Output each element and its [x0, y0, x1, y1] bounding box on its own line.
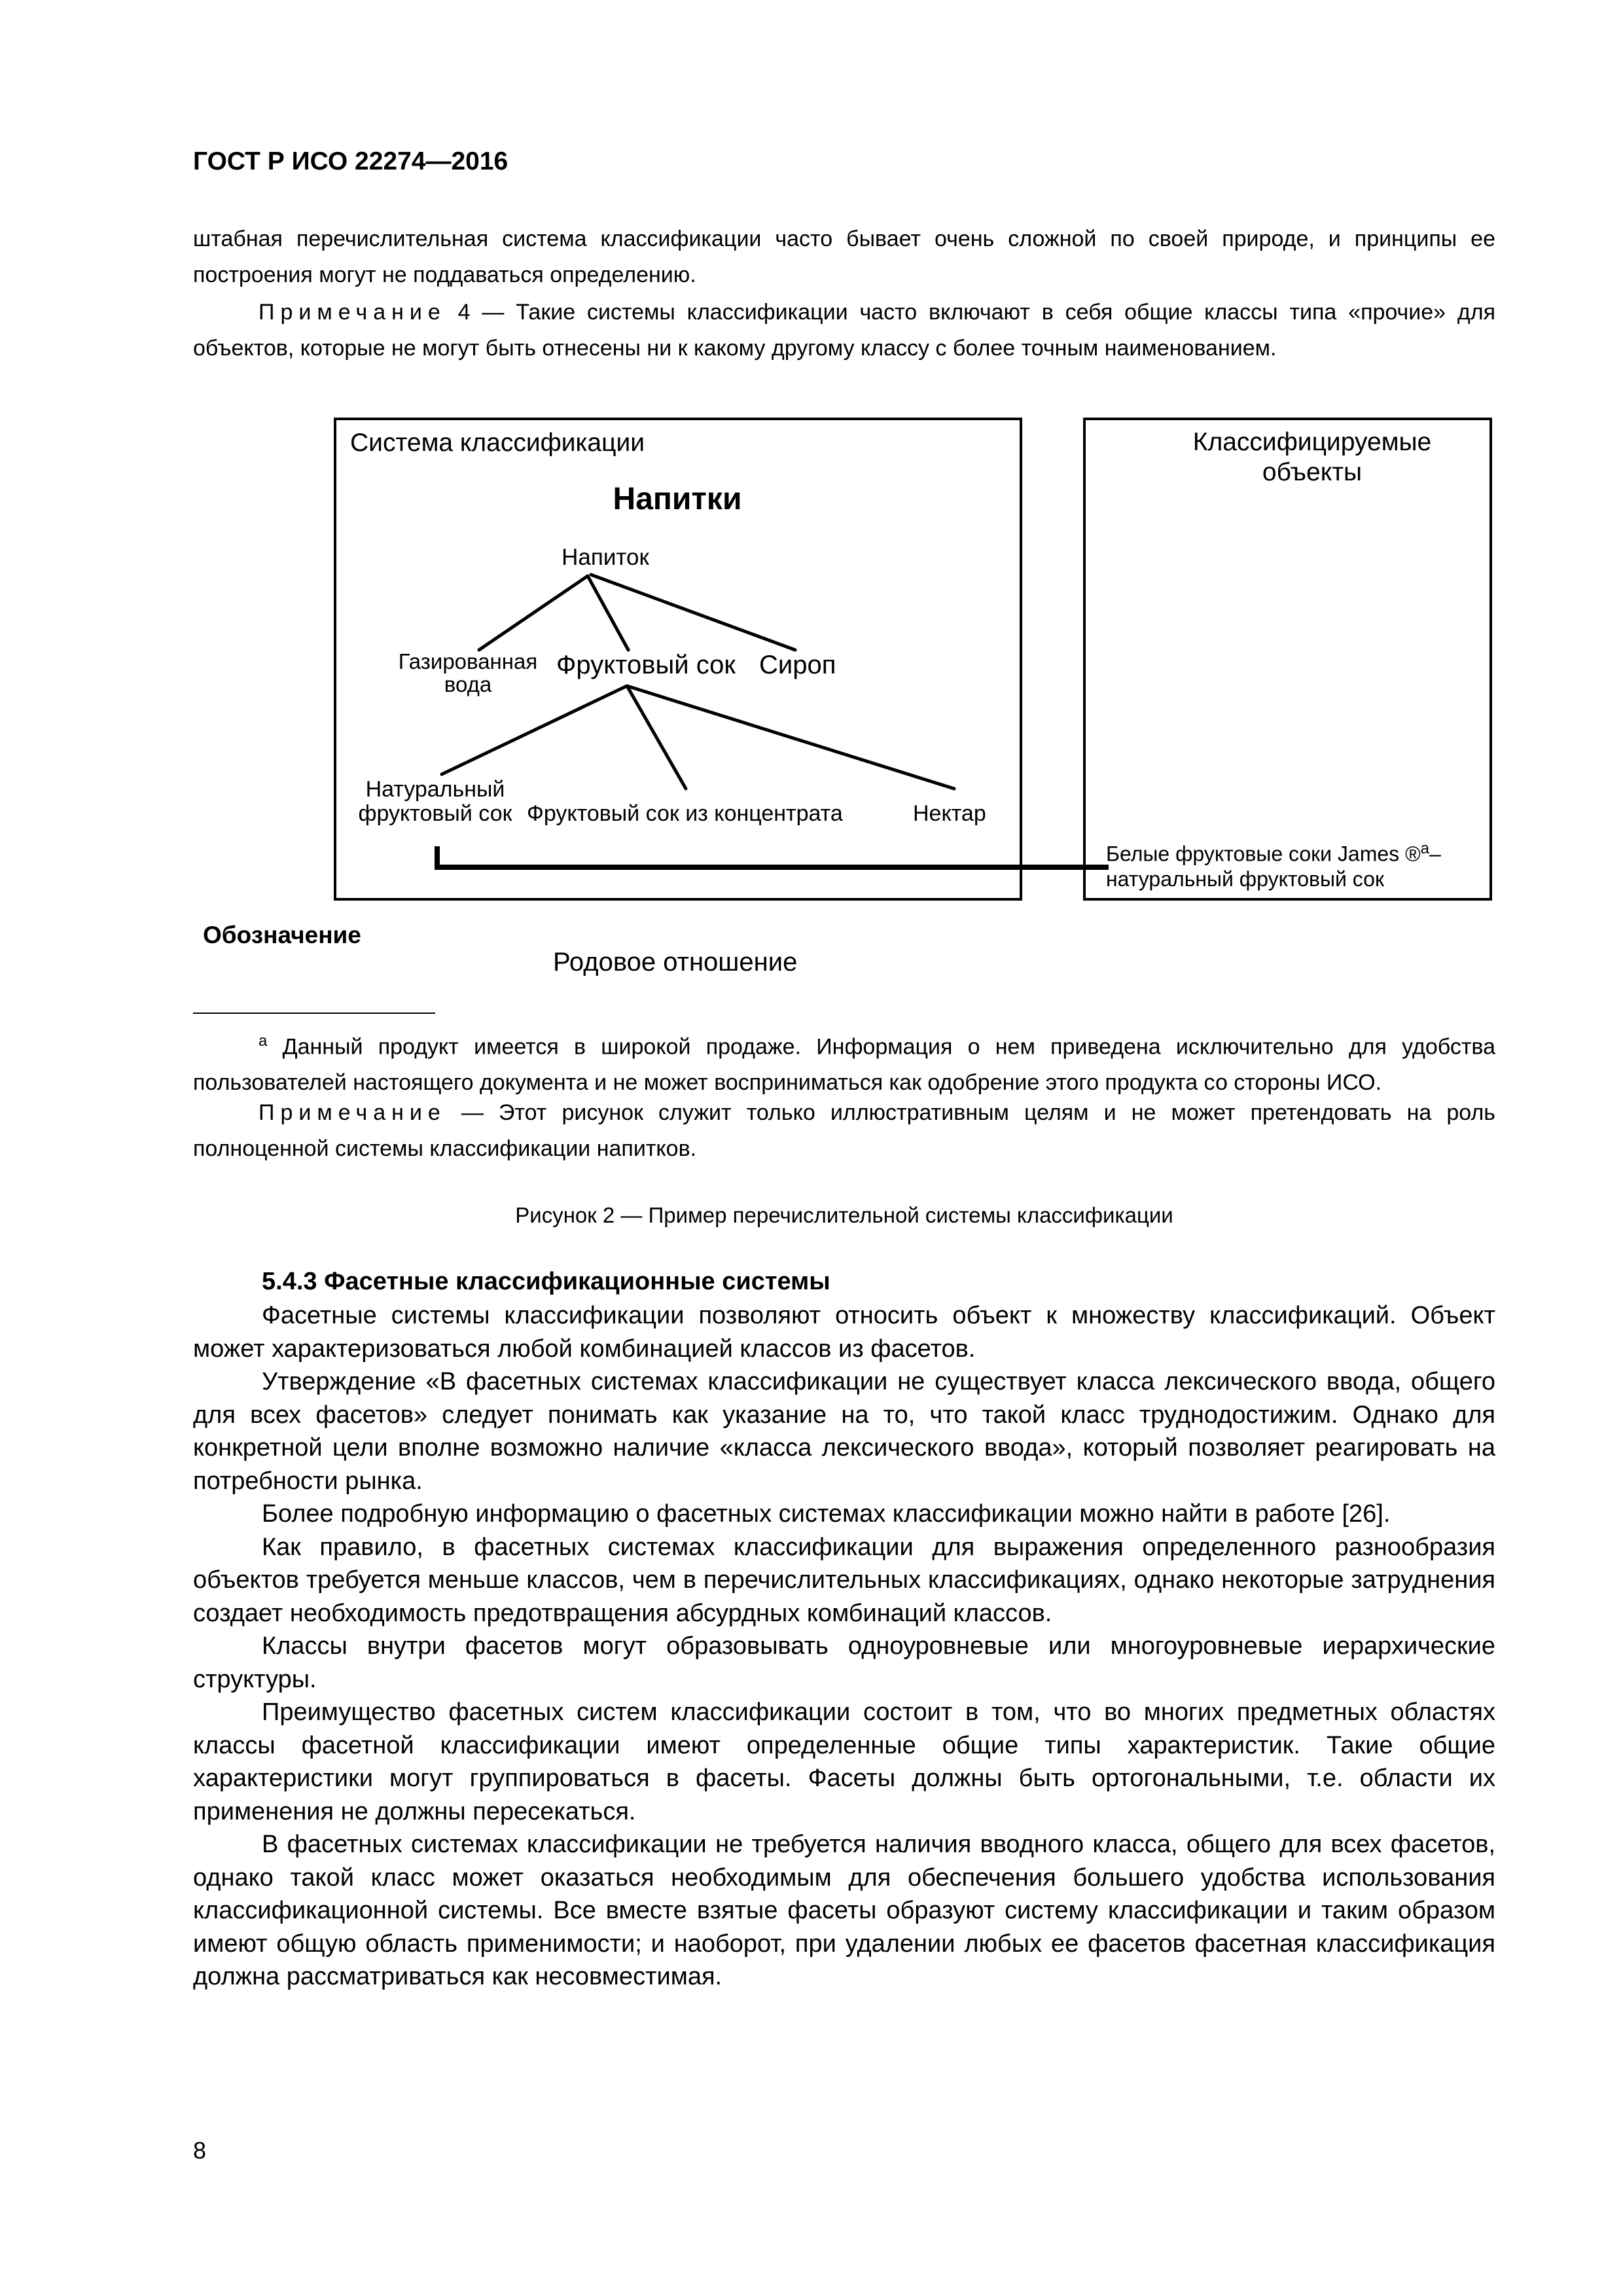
figure-note [193, 1095, 1495, 1167]
intro-paragraph: штабная перечислительная система классификации часто бывает очень сложной по своей природе, и принципы ее построения могут не поддаваться определению. [193, 226, 1495, 287]
legend-title: Обозначение [203, 922, 361, 948]
object-james-juice: Белые фруктовые соки James ®$^а$– натуральный фруктовый сок [1106, 840, 1441, 891]
figure-note-text: — Этот рисунок служит только иллюстративным целям и не может претендовать на роль полноценной системы классификации напитков. [193, 1100, 1495, 1161]
beverages-title: Напитки [613, 482, 742, 516]
node-beverage: Напиток [562, 545, 649, 570]
section-paragraph: Более подробную информацию о фасетных системах классификации можно найти в работе [26]. [262, 1500, 1391, 1528]
classified-objects-title: Классифицируемые объекты [1192, 428, 1432, 486]
section-paragraph: В фасетных системах классификации не требуется наличия вводного класса, общего для всех фасетов, однако такой класс может оказаться необходимым для обеспечения большего удобства использования классификационной системы. Все вместе взятые фасеты образуют систему классификации и таким образом имеют общую область применимости; и наоборот, при удалении любых ее фасетов фасетная классификация должна рассматриваться как несовместимая. [193, 1831, 1495, 1990]
classification-system-title: Система классификации [350, 429, 645, 457]
legend-generic-relation: Родовое отношение [553, 948, 798, 977]
note-4-label: Примечание [259, 300, 446, 325]
document-header: ГОСТ Р ИСО 22274—2016 [193, 147, 508, 175]
note-4-text: 4 — Такие системы классификации часто включают в себя общие классы типа «прочие» для объектов, которые не могут быть отнесены ни к какому другому классу с более точным наименованием. [193, 300, 1495, 361]
edge-juice-natural [442, 686, 627, 774]
edge-root-carbonated [479, 576, 588, 650]
section-paragraph: Как правило, в фасетных системах классификации для выражения определенного разнообразия объектов требуется меньше классов, чем в перечислительных классификациях, однако некоторые затруднения создает необходимость предотвращения абсурдных комбинаций классов. [193, 1533, 1495, 1627]
section-title: 5.4.3 Фасетные классификационные системы [262, 1268, 830, 1295]
generic-relation-line [437, 849, 1106, 867]
footnote-divider [193, 1013, 435, 1014]
node-carbonated-water: Газированная вода [398, 649, 538, 696]
section-paragraph: Утверждение «В фасетных системах классификации не существует класса лексического ввода, общего для всех фасетов» следует понимать как указание на то, что такой класс труднодостижим. Однако для конкретной цели вполне возможно наличие «класса лексического ввода», который позволяет реагировать на потребности рынка. [193, 1368, 1495, 1495]
node-concentrate-juice: Фруктовый сок из концентрата [527, 801, 843, 826]
node-syrup: Сироп [759, 651, 836, 679]
node-nectar: Нектар [913, 801, 986, 826]
section-body [193, 1299, 1495, 1994]
figure-note-label: Примечание [259, 1100, 446, 1125]
figure-caption: Рисунок 2 — Пример перечислительной системы классификации [515, 1203, 1173, 1227]
node-fruit-juice: Фруктовый сок [556, 651, 736, 679]
node-natural-juice: Натуральный фруктовый сок [358, 777, 512, 826]
section-paragraph: Фасетные системы классификации позволяют относить объект к множеству классификаций. Объект может характеризоваться любой комбинацией классов из фасетов. [193, 1302, 1495, 1363]
section-paragraph: Преимущество фасетных систем классификации состоит в том, что во многих предметных областях классы фасетной классификации имеют определенные общие типы характеристик. Такие общие характеристики могут группироваться в фасеты. Фасеты должны быть ортогональными, т.е. области их применения не должны пересекаться. [193, 1698, 1495, 1825]
footnote: $^а$ Данный продукт имеется в широкой продаже. Информация о нем приведена исключительно для удобства пользователей настоящего документа и не может восприниматься как одобрение этого продукта со стороны ИСО. [193, 1032, 1495, 1096]
section-paragraph: Классы внутри фасетов могут образовывать одноуровневые или многоуровневые иерархические структуры. [193, 1632, 1495, 1693]
page-number: 8 [193, 2137, 207, 2164]
